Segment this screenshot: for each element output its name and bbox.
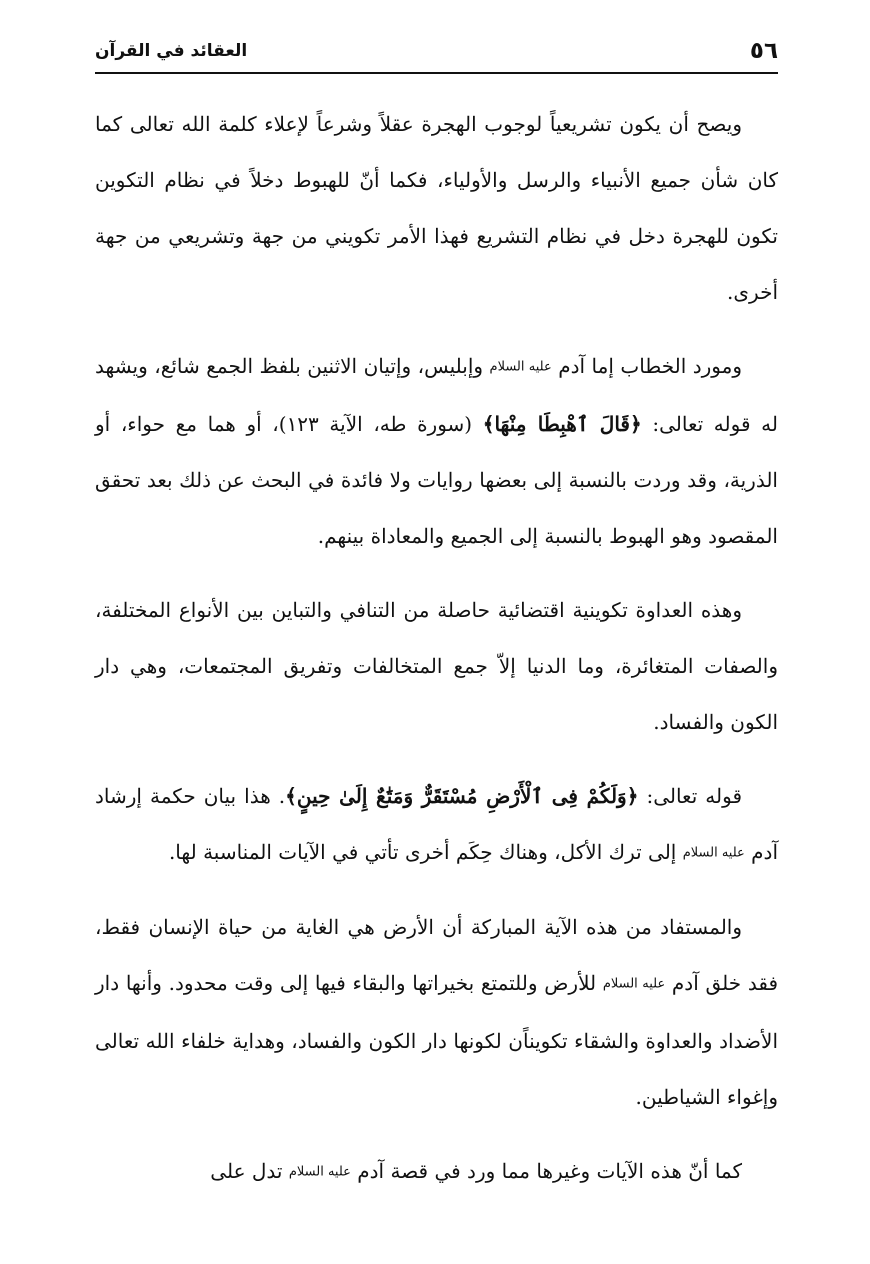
paragraph <box>95 899 778 1125</box>
paragraph-text: إلى ترك الأكل، وهناك حِكَم أخرى تأتي في الآيات المناسبة لها. <box>168 839 683 864</box>
paragraph-text: وإبليس، وإتيان الاثنين بلفظ الجمع شائع، ويشهد له قوله تعالى: <box>95 354 778 436</box>
paragraph-text: تدل على <box>210 1158 289 1183</box>
honorific-glyph: عليه السلام <box>489 359 552 375</box>
paragraph-text: والمستفاد من هذه الآية المباركة أن الأرض هي الغاية من حياة الإنسان فقط، فقد خلق آدم <box>95 915 779 995</box>
paragraph-text: (سورة طه، الآية ١٢٣)، أو هما مع حواء، أو الذرية، وقد وردت بالنسبة إلى بعضها روايات ولا فائدة في البحث عن ذلك بعد تحقق المقصود وهو الهبوط بالنسبة إلى الجميع والمعاداة بينهم. <box>95 411 778 548</box>
paragraph-text: كما أنّ هذه الآيات وغيرها مما ورد في قصة آدم <box>350 1158 742 1183</box>
book-title: العقائد في القرآن <box>95 41 248 61</box>
paragraph-text: قوله تعالى: <box>638 783 742 808</box>
paragraph <box>95 768 778 882</box>
honorific-glyph: عليه السلام <box>288 1164 351 1179</box>
paragraph <box>95 96 778 320</box>
page-number: ٥٦ <box>749 38 778 64</box>
honorific-glyph: عليه السلام <box>602 976 666 992</box>
paragraph-text: ومورد الخطاب إما آدم <box>551 354 743 378</box>
paragraph-text: ويصح أن يكون تشريعياً لوجوب الهجرة عقلاً وشرعاً لإعلاء كلمة الله تعالى كما كان شأن جميع الأنبياء والرسل والأولياء، فكما أنّ للهبوط دخلاً في نظام التكوين تكون للهجرة دخل في نظام التشريع فهذا الأمر تكويني من جهة وتشريعي من جهة أخرى. <box>95 112 778 304</box>
paragraph-text: وهذه العداوة تكوينية اقتضائية حاصلة من التنافي والتباين بين الأنواع المختلفة، والصفات المتغائرة، وما الدنيا إلاّ جمع المتخالفات وتفريق المجتمعات، وهي دار الكون والفساد. <box>95 597 778 734</box>
paragraph <box>95 338 778 564</box>
body-text <box>95 96 778 1218</box>
quran-verse: ﴿قَالَ ٱهْبِطَا مِنْهَا﴾ <box>482 411 642 436</box>
paragraph-text: للأرض وللتمتع بخيراتها والبقاء فيها إلى وقت محدود. وأنها دار الأضداد والعداوة والشقاء تكويناًن لكونها دار الكون والفساد، وهداية خلفاء الله تعالى وإغواء الشياطين. <box>95 971 778 1109</box>
quran-verse: ﴿وَلَكُمْ فِى ٱلْأَرْضِ مُسْتَقَرٌّ وَمَتَٰعٌ إِلَىٰ حِينٍ﴾ <box>285 783 639 808</box>
running-header <box>95 30 778 74</box>
honorific-glyph: عليه السلام <box>682 845 745 860</box>
paragraph-text: . هذا بيان حكمة إرشاد آدم <box>95 783 778 864</box>
paragraph <box>95 582 778 750</box>
paragraph <box>95 1143 778 1201</box>
